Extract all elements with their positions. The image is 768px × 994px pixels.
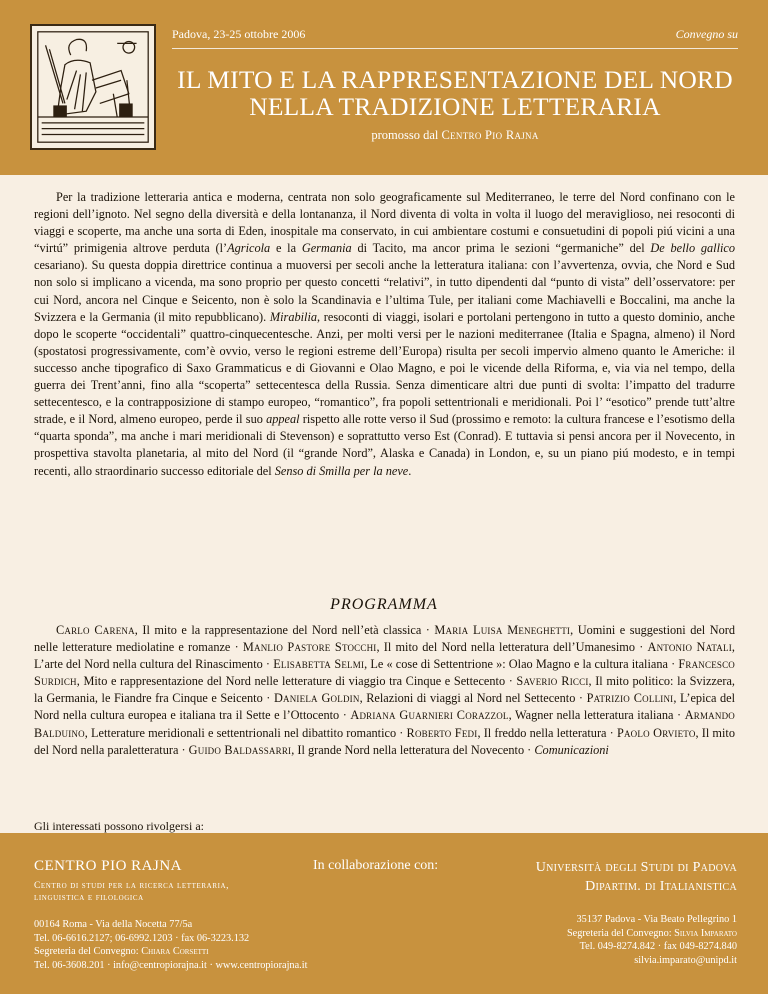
program-speaker: Roberto Fedi [406,725,478,740]
intro-appeal: appeal [266,412,300,427]
program-speaker: Maria Luisa Meneghetti [434,623,571,637]
program-speaker: Francesco Surdich [34,657,736,689]
promoted-by [172,128,738,143]
date-place: Padova, 23-25 ottobre 2006 [172,27,306,41]
kicker: Convegno su [675,27,738,41]
promoted-by-prefix: promosso dal [371,128,439,142]
program-speaker: Saverio Ricci [516,674,589,689]
organizer-subtitle-line-1: Centro di studi per la ricerca letteraria, [34,881,230,891]
title-line-1: IL MITO E LA RAPPRESENTAZIONE DEL NORD [177,65,733,94]
program-speaker: Manlio Pastore Stocchi [242,640,377,655]
partner-name-line-1: Università degli Studi di Padova [535,860,737,875]
program-list: Carlo Carena, Il mito e la rappresentazione del Nord nell’età classica · Maria Luisa Meneghetti, Uomini e suggestioni del Nord nelle letterature mediolatine e romanze · Manlio Pastore Stocchi, Il mito del Nord nella letteratura dell’Umanesimo · Antonio Natali, L’arte del Nord nella cultura del Rinascimento · Elisabetta Selmi, Le « cose di Settentrione »: Olao Magno e la cultura italiana · Francesco Surdich, Mito e rappresentazione del Nord nelle letterature di viaggio tra Cinque e Settecento · Saverio Ricci, Il mito politico: la Svizzera, la Germania, le Fiandre fra Cinque e Seicento · Daniela Goldin, Relazioni di viaggi al Nord nel Settecento · Patrizio Collini, L’epica del Nord nella cultura europea e italiana tra il Sette e l’Ottocento · Adriana Guarnieri Corazzol, Wagner nella letteratura italiana · Armando Balduino, Letterature meridionali e settentrionali nel dibattito romantico · Roberto Fedi, Il freddo nella letteratura · Paolo Orvieto, Il mito del Nord nella paraletteratura · Guido Baldassarri, Il grande Nord nella letteratura del Novecento · Comunicazioni [34,623,736,757]
program-talk-title: Le « cose di Settentrione »: Olao Magno e la cultura italiana [370,657,668,672]
organizer-address [34,918,314,972]
organizer-contacts: Tel. 06-3608.201 · info@centropiorajna.it · www.centropiorajna.it [34,959,308,971]
program-speaker: Antonio Natali [647,640,732,655]
program-closing: Comunicazioni [534,742,609,757]
organizer-secretary-prefix: Segreteria del Convegno: [34,946,142,958]
organizer-phone: Tel. 06-6616.2127; 06-6992.1203 · fax 06-3223.132 [34,932,250,944]
program-heading: PROGRAMMA [330,596,438,613]
intro-text-7: . [408,463,412,478]
contact-intro: Gli interessati possono rivolgersi a: [34,819,204,833]
partner-secretary-prefix: Segreteria del Convegno: [566,927,675,939]
intro-smilla: Senso di Smilla per la neve [274,463,409,478]
program-talk-title: Il freddo nella letteratura [483,725,607,740]
intro-text-4: cesariano). Su questa doppia direttrice continua a muoversi per secoli anche la letteratura italiana: con l’avvertenza, ovvia, che Nord e Sud non solo si implicano a vicenda, ma sono proprio per questo concetti “relativi”, in tutto dipendenti dal “punto di vista” dell’osservatore: per cui Nord, ancora nel Cinque e Seicento, non è solo la Scandinavia e l’ultima Tule, per italiani come Machiavelli e Boccalini, ma anche la Svizzera e la Germania (il mito repubblicano). [34,258,735,324]
partner-secretary [536,927,737,941]
program-talk-title: Il mito del Nord nella letteratura dell’Umanesimo [383,640,636,655]
partner-address [536,913,737,967]
program-talk-title: Mito e rappresentazione del Nord nelle letterature di viaggio tra Cinque e Settecento [83,674,506,689]
program-speaker: Armando Balduino [34,708,735,740]
program-speaker: Paolo Orvieto [616,725,696,740]
program-talk-title: Letterature meridionali e settentrionali nel dibattito romantico [91,725,397,740]
intro-debello: De bello gallico [650,241,736,256]
intro-text-6: rispetto alle rotte verso il Sud (prossimo e remoto: la cultura francese e l’esotismo della “quarta sponda”, ma anche i mari meridionali di Stevenson) e soprattutto verso Est (Conrad). E tuttavia si pensi ancora per il Novecento, in prospettiva stavolta planetaria, al mito del Nord (il “grande Nord”, Alaska e Canada) in London, e, su un piano piú modesto, e in tempi recenti, allo straordinario successo editoriale del [34,412,735,478]
page-title [172,66,738,120]
program-talk-title: Relazioni di viaggi al Nord nel Settecento [366,691,576,706]
organizer-secretary-name: Chiara Corsetti [141,946,209,958]
intro-text-3: di Tacito, ma ancor prima le sezioni “germaniche” del [351,241,651,256]
intro-text-5: , resoconti di viaggi, isolari e portolani pertengono in tutto a questo dominio, anche dopo le scoperte “occidentali” quattro-cinquecentesche. Anzi, per molti versi per le nazioni mediterranee (Italia e Spagna, almeno) il Nord (spostatosi progressivamente, com’è ovvio, verso le regioni estreme dell’Europa) risulta per secoli impervio almeno quanto le Americhe: il successo anche tipografico di Saxo Grammaticus e di Giovanni e Olao Magno, e poi le vicende della Riforma, e, via via nel tempo, della guerra dei Trent’anni, fino alla “scoperta” settecentesca della Russia. Senza dimenticare altri due punti di svolta: l’impatto del tradurre settecentesco, e la contrapposizione di stampo europeo, “romantico”, fra popoli settentrionali e meridionali. Poi l’ “esotico” prende tutt’altre strade, e il Nord, almeno europeo, perde il suo [34,309,735,427]
organizer-name: CENTRO PIO RAJNA [34,858,183,874]
program-talk-title: Il grande Nord nella letteratura del Novecento [297,742,525,757]
program-speaker: Guido Baldassarri [188,742,292,757]
organizer-block [34,858,314,972]
promoted-by-org: Centro Pio Rajna [441,128,539,142]
program-speaker: Adriana Guarnieri Corazzol [350,708,509,723]
collaboration-label: In collaborazione con: [313,858,439,873]
program-talk-title: Il mito del Nord nella paraletteratura [34,725,735,757]
partner-phone: Tel. 049-8274.842 · fax 049-8274.840 [579,941,737,953]
program-speaker: Carlo Carena [56,623,135,637]
header-divider [172,48,738,49]
content-panel [0,175,768,833]
organizer-address-line-1: 00164 Roma - Via della Nocetta 77/5a [34,919,193,930]
intro-text-1: Per la tradizione letteraria antica e moderna, centrata non solo geograficamente sul Mediterraneo, le terre del Nord confinano con le regioni dell’ignoto. Nel segno della diversità e della lontananza, il Nord diventa di volta in volta il luogo del meraviglioso, nei resoconti di viaggi e scoperte, ma anche una sorta di Eden, inospitale ma conservato, in cui ambientare costumi e consuetudini di popoli piú vicini a una “virtú” primigenia altrove perduta (l’ [34,190,735,256]
partner-secretary-name: Silvia Imparato [674,927,737,939]
program-speaker: Patrizio Collini [586,691,674,706]
partner-block [536,858,737,967]
organizer-subtitle [34,880,314,904]
intro-mirabilia: Mirabilia [269,309,318,324]
program-talk-title: Il mito e la rappresentazione del Nord nell’età classica [142,623,422,637]
title-line-2: NELLA TRADIZIONE LETTERARIA [249,92,661,121]
intro-paragraph [34,189,735,480]
footer-band [0,833,768,994]
partner-address-line-1: 35137 Padova - Via Beato Pellegrino 1 [576,914,737,925]
organizer-secretary [34,945,314,959]
partner-name [536,858,737,896]
program-talk-title: L’epica del Nord nella cultura europea e italiana tra il Sette e l’Ottocento [34,691,735,723]
program-speaker: Daniela Goldin [273,691,360,706]
header-band [0,0,768,175]
partner-name-line-2: Dipartim. di Italianistica [585,879,737,894]
program-talk-title: Uomini e suggestioni del Nord nelle letterature mediolatine e romanze [34,623,735,655]
partner-email: silvia.imparato@unipd.it [634,954,737,966]
scribe-woodcut-image [30,24,156,150]
intro-agricola: Agricola [227,241,271,256]
program-talk-title: Il mito politico: la Svizzera, la Germania, le Fiandre fra Cinque e Seicento [34,674,735,706]
organizer-subtitle-line-2: linguistica e filologica [34,893,144,903]
intro-text-2: e la [270,241,302,256]
program-talk-title: Wagner nella letteratura italiana [515,708,674,723]
intro-germania: Germania [301,241,352,256]
program-talk-title: L’arte del Nord nella cultura del Rinascimento [34,657,263,672]
program-speaker: Elisabetta Selmi [273,657,365,672]
